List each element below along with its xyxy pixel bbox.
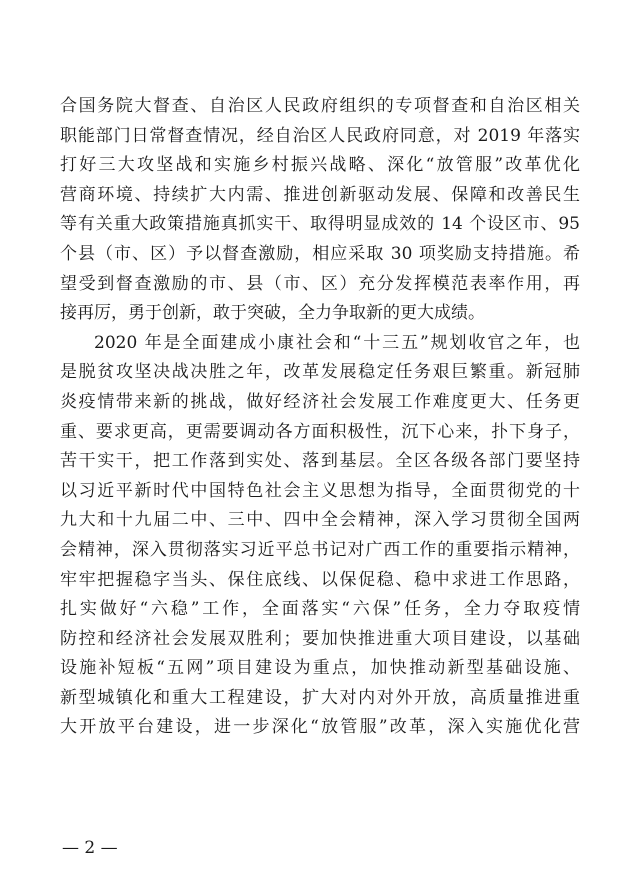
- text-line: 以习近平新时代中国特色社会主义思想为指导，全面贯彻党的十: [60, 480, 580, 501]
- text-line: 等有关重大政策措施真抓实干、取得明显成效的 14 个设区市、95: [60, 214, 580, 235]
- text-line: 会精神，深入贯彻落实习近平总书记对广西工作的重要指示精神，: [60, 539, 580, 560]
- text-line: 九大和十九届二中、三中、四中全会精神，深入学习贯彻全国两: [60, 510, 580, 531]
- text-line: 设施补短板“五网”项目建设为重点，加快推动新型基础设施、: [60, 658, 580, 679]
- text-line: 接再厉，勇于创新，敢于突破，全力争取新的更大成绩。: [60, 303, 485, 324]
- text-line: 大开放平台建设，进一步深化“放管服”改革，深入实施优化营: [60, 717, 580, 738]
- text-line: 合国务院大督查、自治区人民政府组织的专项督查和自治区相关: [60, 96, 580, 116]
- text-line: 是脱贫攻坚决战决胜之年，改革发展稳定任务艰巨繁重。新冠肺: [60, 362, 580, 383]
- text-line: 新型城镇化和重大工程建设，扩大对内对外开放，高质量推进重: [60, 687, 580, 708]
- text-line: 望受到督查激励的市、县（市、区）充分发挥模范表率作用，再: [60, 273, 580, 294]
- text-line: 苦干实干，把工作落到实处、落到基层。全区各级各部门要坚持: [60, 451, 580, 472]
- body-text: [60, 92, 580, 743]
- text-line: 营商环境、持续扩大内需、推进创新驱动发展、保障和改善民生: [60, 184, 580, 205]
- text-line: 扎实做好“六稳”工作，全面落实“六保”任务，全力夺取疫情: [60, 599, 580, 620]
- text-line: 职能部门日常督查情况，经自治区人民政府同意，对 2019 年落实: [60, 125, 580, 146]
- text-line: 2020 年是全面建成小康社会和“十三五”规划收官之年，也: [94, 332, 580, 353]
- text-line: 牢牢把握稳字当头、保住底线、以保促稳、稳中求进工作思路，: [60, 569, 580, 590]
- text-line: 防控和经济社会发展双胜利；要加快推进重大项目建设，以基础: [60, 628, 580, 649]
- page-number: — 2 —: [62, 838, 118, 858]
- text-line: 个县（市、区）予以督查激励，相应采取 30 项奖励支持措施。希: [60, 243, 580, 264]
- text-line: 重、要求更高，更需要调动各方面积极性，沉下心来，扑下身子，: [60, 421, 580, 442]
- text-line: 打好三大攻坚战和实施乡村振兴战略、深化“放管服”改革优化: [60, 155, 580, 176]
- text-line: 炎疫情带来新的挑战，做好经济社会发展工作难度更大、任务更: [60, 391, 580, 412]
